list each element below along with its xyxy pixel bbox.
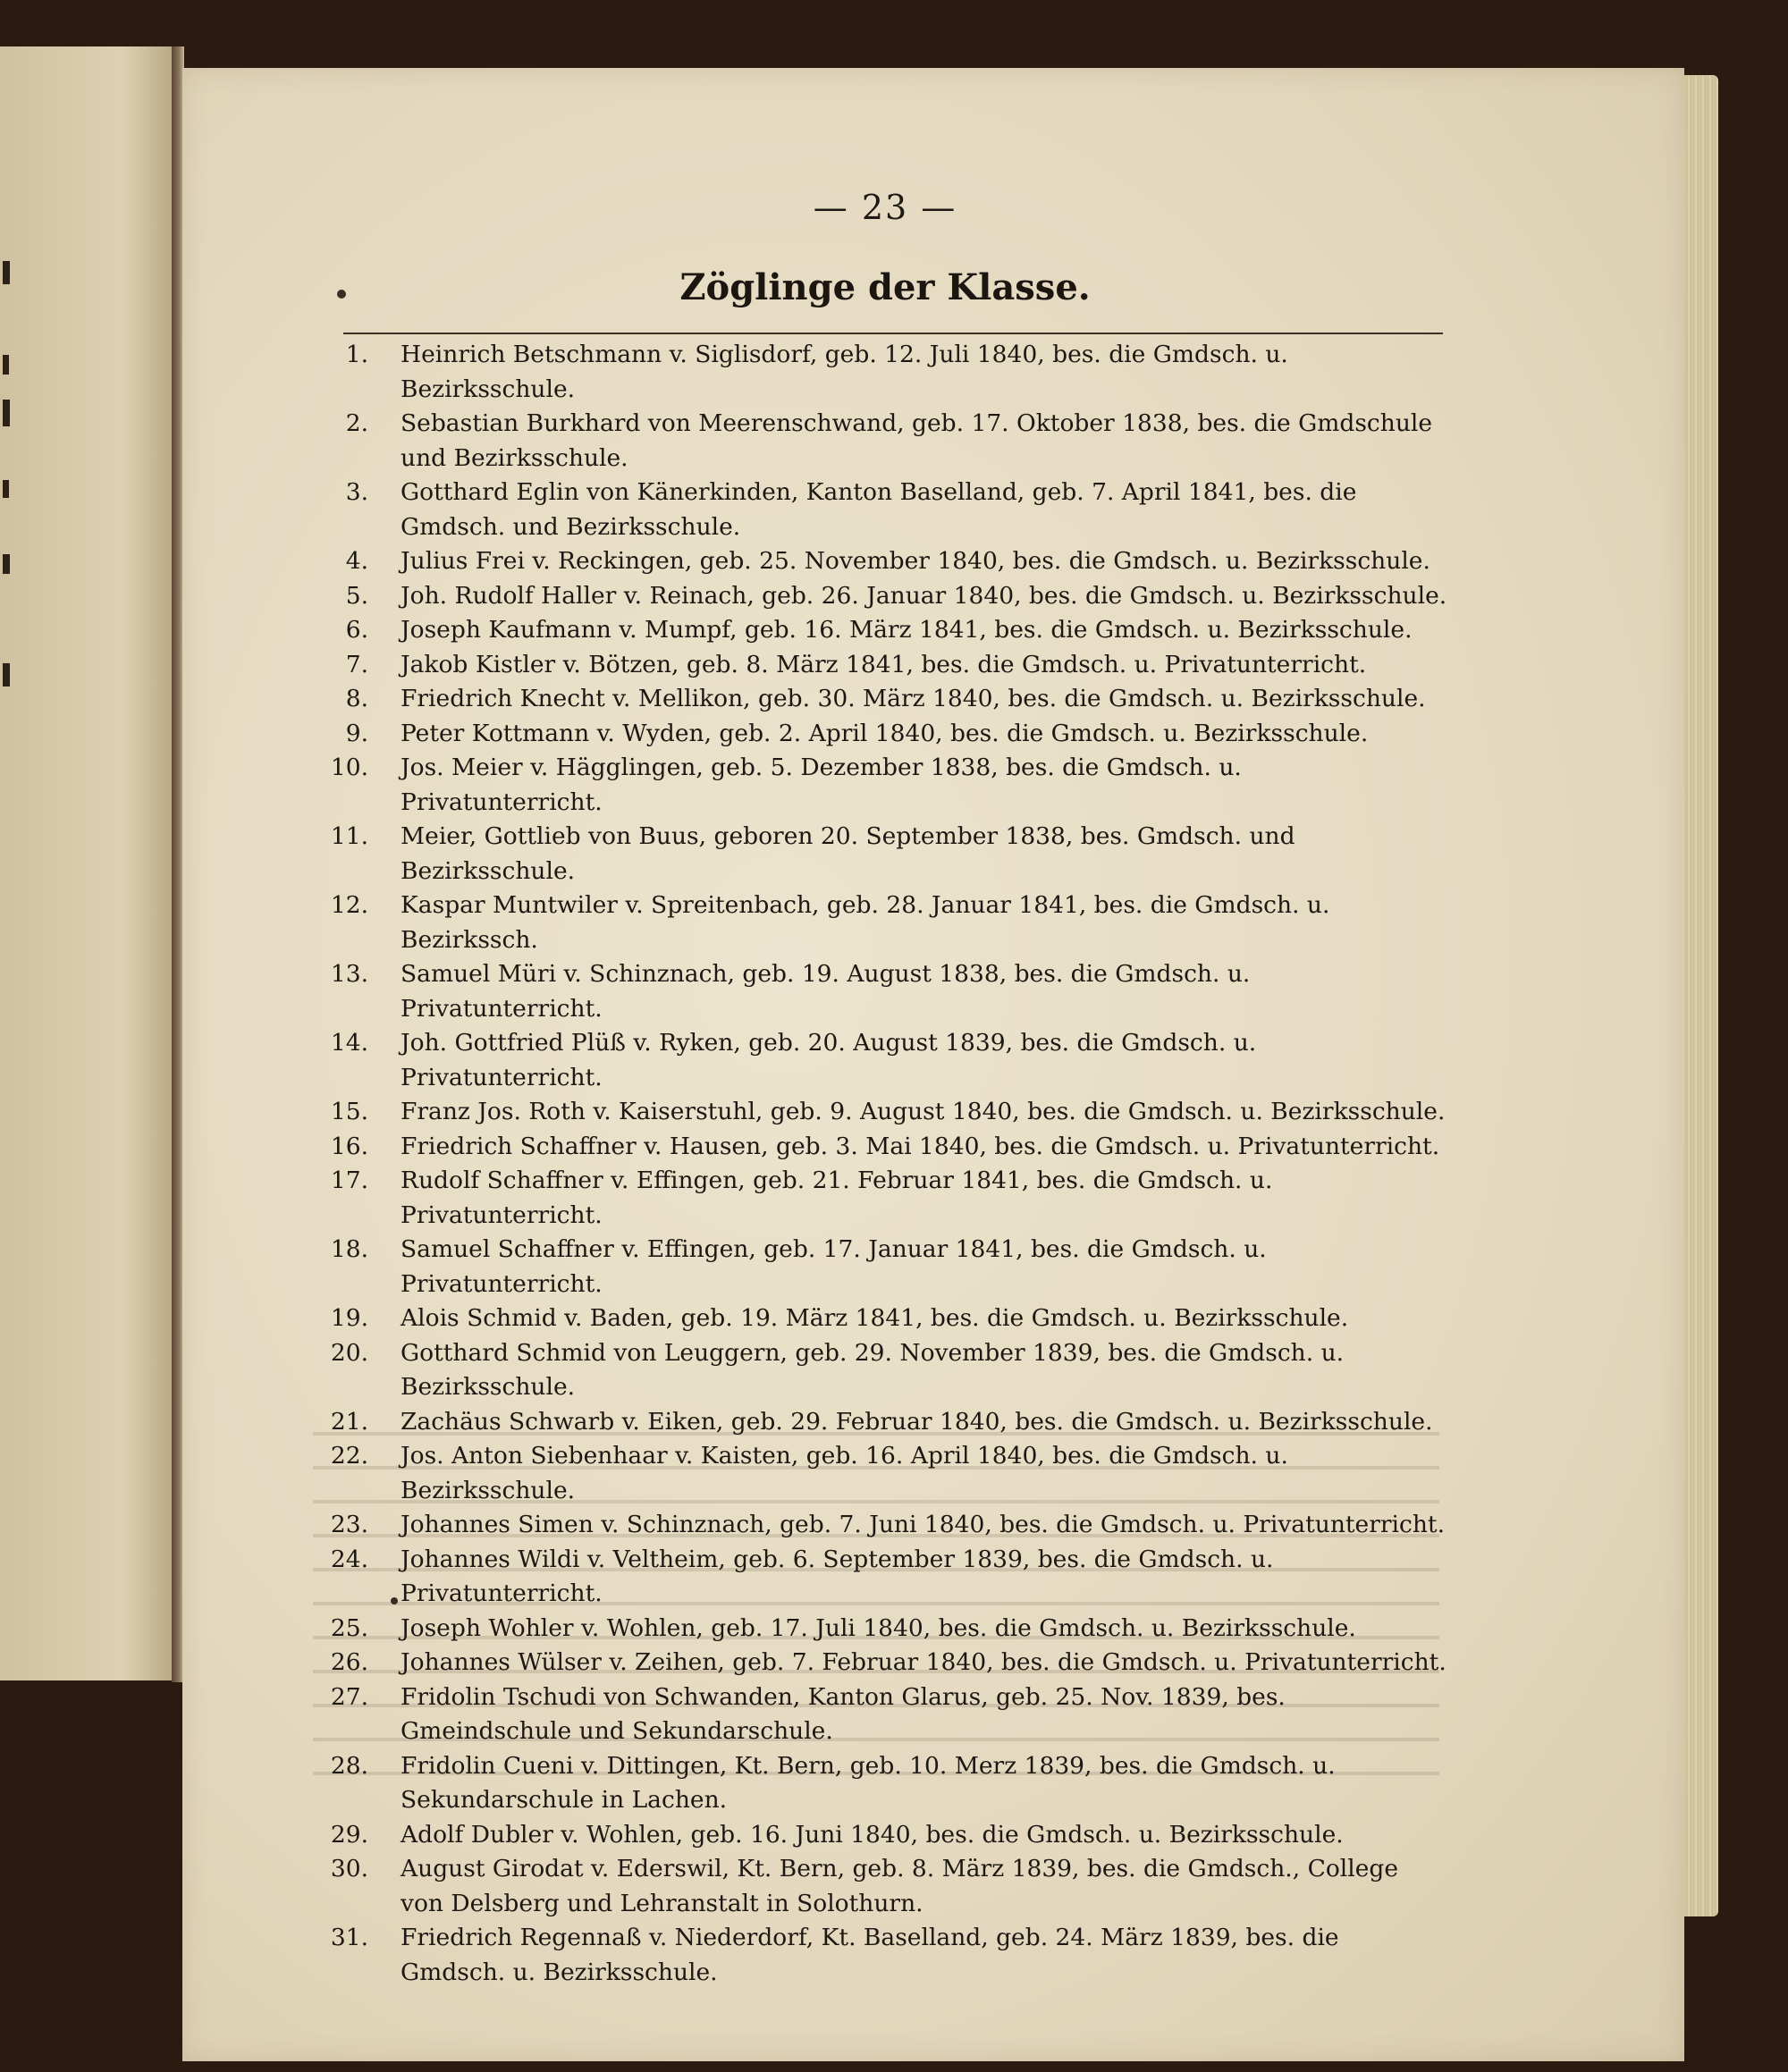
page-number: — 23 —	[813, 188, 957, 227]
entry-text: Friedrich Schaffner v. Hausen, geb. 3. Mai 1840, bes. die Gmdsch. u. Privatunterricht.	[401, 1132, 1440, 1160]
entry-number: 11.	[330, 822, 368, 850]
list-item	[295, 1508, 1448, 1543]
entry-text: Friedrich Knecht v. Mellikon, geb. 30. März 1840, bes. die Gmdsch. u. Bezirksschule.	[401, 685, 1426, 712]
entry-text: Fridolin Cueni v. Dittingen, Kt. Bern, geb. 10. Merz 1839, bes. die Gmdsch. u. Sekundarschule in Lachen.	[401, 1751, 1336, 1814]
entry-text: Joseph Kaufmann v. Mumpf, geb. 16. März 1841, bes. die Gmdsch. u. Bezirksschule.	[401, 616, 1413, 644]
entry-number: 5.	[345, 581, 368, 610]
entry-text: Samuel Schaffner v. Effingen, geb. 17. Januar 1841, bes. die Gmdsch. u. Privatunterricht.	[401, 1235, 1267, 1298]
entry-number: 13.	[330, 960, 368, 988]
entry-number: 7.	[345, 650, 368, 678]
list-item	[295, 957, 1448, 1026]
entry-text: Johannes Wülser v. Zeihen, geb. 7. Februar 1840, bes. die Gmdsch. u. Privatunterricht.	[401, 1648, 1446, 1676]
entry-number: 17.	[330, 1167, 368, 1194]
entry-number: 10.	[330, 754, 368, 781]
title-rule	[343, 333, 1443, 334]
entry-text: Rudolf Schaffner v. Effingen, geb. 21. Februar 1841, bes. die Gmdsch. u. Privatunterricht.	[401, 1167, 1273, 1229]
entry-text: Jos. Meier v. Hägglingen, geb. 5. Dezember 1838, bes. die Gmdsch. u. Privatunterricht.	[401, 754, 1242, 816]
entry-number: 30.	[330, 1855, 368, 1882]
facing-page-marks	[0, 46, 175, 1680]
entry-text: Samuel Müri v. Schinznach, geb. 19. August 1838, bes. die Gmdsch. u. Privatunterricht.	[401, 960, 1251, 1023]
student-list	[295, 338, 1448, 1990]
list-item	[295, 1301, 1448, 1336]
list-item	[295, 1026, 1448, 1095]
entry-number: 31.	[330, 1924, 368, 1951]
entry-number: 24.	[330, 1545, 368, 1573]
list-item	[295, 820, 1448, 889]
entry-number: 27.	[330, 1682, 368, 1711]
list-item	[295, 1921, 1448, 1990]
list-item	[295, 1405, 1448, 1440]
list-item	[295, 1646, 1448, 1680]
list-item	[295, 1749, 1448, 1818]
list-item	[295, 338, 1448, 407]
list-item	[295, 407, 1448, 476]
list-item	[295, 889, 1448, 957]
entry-text: Alois Schmid v. Baden, geb. 19. März 1841, bes. die Gmdsch. u. Bezirksschule.	[401, 1304, 1349, 1332]
entry-number: 1.	[345, 341, 368, 368]
entry-text: Meier, Gottlieb von Buus, geboren 20. September 1838, bes. Gmdsch. und Bezirksschule.	[401, 822, 1295, 885]
entry-number: 15.	[330, 1098, 368, 1125]
entry-text: Franz Jos. Roth v. Kaiserstuhl, geb. 9. August 1840, bes. die Gmdsch. u. Bezirksschule.	[401, 1098, 1446, 1125]
entry-number: 26.	[330, 1648, 368, 1676]
entry-number: 23.	[330, 1511, 368, 1538]
entry-number: 25.	[330, 1613, 368, 1642]
entry-text: Heinrich Betschmann v. Siglisdorf, geb. 12. Juli 1840, bes. die Gmdsch. u. Bezirksschule.	[401, 341, 1288, 403]
entry-number: 19.	[330, 1304, 368, 1332]
list-item	[295, 476, 1448, 544]
entry-text: Adolf Dubler v. Wohlen, geb. 16. Juni 1840, bes. die Gmdsch. u. Bezirksschule.	[401, 1820, 1344, 1849]
entry-text: Gotthard Eglin von Känerkinden, Kanton Baselland, geb. 7. April 1841, bes. die Gmdsch. und Bezirksschule.	[401, 478, 1357, 541]
entry-number: 2.	[345, 409, 368, 437]
entry-number: 6.	[345, 616, 368, 644]
entry-number: 12.	[330, 891, 368, 919]
entry-number: 16.	[330, 1132, 368, 1160]
list-item	[295, 648, 1448, 683]
facing-page	[0, 46, 175, 1680]
list-item	[295, 1543, 1448, 1612]
page-title: Zöglinge der Klasse.	[679, 266, 1091, 308]
entry-number: 21.	[330, 1407, 368, 1436]
list-item	[295, 544, 1448, 579]
entry-text: Peter Kottmann v. Wyden, geb. 2. April 1840, bes. die Gmdsch. u. Bezirksschule.	[401, 719, 1369, 747]
entry-number: 4.	[345, 547, 368, 575]
entry-number: 29.	[330, 1820, 368, 1849]
entry-text: Sebastian Burkhard von Meerenschwand, geb. 17. Oktober 1838, bes. die Gmdschule und Bezirksschule.	[401, 409, 1433, 472]
entry-number: 8.	[345, 685, 368, 712]
entry-text: Fridolin Tschudi von Schwanden, Kanton Glarus, geb. 25. Nov. 1839, bes. Gmeindschule und Sekundarschule.	[401, 1682, 1286, 1745]
entry-number: 3.	[345, 478, 368, 506]
ink-spot	[337, 290, 346, 299]
entry-text: Kaspar Muntwiler v. Spreitenbach, geb. 28. Januar 1841, bes. die Gmdsch. u. Bezirkssch.	[401, 891, 1330, 954]
list-item	[295, 1130, 1448, 1165]
list-item	[295, 717, 1448, 752]
entry-number: 20.	[330, 1338, 368, 1367]
list-item	[295, 1612, 1448, 1647]
entry-text: Joh. Gottfried Plüß v. Ryken, geb. 20. August 1839, bes. die Gmdsch. u. Privatunterricht.	[401, 1029, 1257, 1091]
entry-text: Friedrich Regennaß v. Niederdorf, Kt. Baselland, geb. 24. März 1839, bes. die Gmdsch. u. Bezirksschule.	[401, 1924, 1339, 1986]
entry-number: 18.	[330, 1235, 368, 1263]
list-item	[295, 1233, 1448, 1301]
list-item	[295, 1818, 1448, 1853]
entry-text: Johannes Simen v. Schinznach, geb. 7. Juni 1840, bes. die Gmdsch. u. Privatunterricht.	[401, 1511, 1446, 1538]
list-item	[295, 1164, 1448, 1233]
list-item	[295, 1439, 1448, 1508]
entry-number: 22.	[330, 1442, 368, 1470]
entry-text: Jos. Anton Siebenhaar v. Kaisten, geb. 16. April 1840, bes. die Gmdsch. u. Bezirksschule.	[401, 1442, 1288, 1504]
entry-text: Joseph Wohler v. Wohlen, geb. 17. Juli 1840, bes. die Gmdsch. u. Bezirksschule.	[401, 1613, 1356, 1642]
entry-number: 14.	[330, 1029, 368, 1057]
entry-text: Joh. Rudolf Haller v. Reinach, geb. 26. Januar 1840, bes. die Gmdsch. u. Bezirksschule.	[401, 581, 1447, 610]
entry-text: Zachäus Schwarb v. Eiken, geb. 29. Februar 1840, bes. die Gmdsch. u. Bezirksschule.	[401, 1407, 1433, 1436]
entry-text: Jakob Kistler v. Bötzen, geb. 8. März 1841, bes. die Gmdsch. u. Privatunterricht.	[401, 650, 1367, 678]
list-item	[295, 579, 1448, 614]
list-item	[295, 1095, 1448, 1130]
list-item	[295, 682, 1448, 717]
entry-number: 28.	[330, 1751, 368, 1780]
entry-text: Gotthard Schmid von Leuggern, geb. 29. November 1839, bes. die Gmdsch. u. Bezirksschule.	[401, 1338, 1345, 1401]
list-item	[295, 613, 1448, 648]
entry-text: Johannes Wildi v. Veltheim, geb. 6. September 1839, bes. die Gmdsch. u. Privatunterricht.	[401, 1545, 1274, 1607]
entry-number: 9.	[345, 719, 368, 747]
list-item	[295, 751, 1448, 820]
list-item	[295, 1680, 1448, 1749]
entry-text: Julius Frei v. Reckingen, geb. 25. November 1840, bes. die Gmdsch. u. Bezirksschule.	[401, 547, 1430, 575]
list-item	[295, 1336, 1448, 1405]
list-item	[295, 1852, 1448, 1921]
entry-text: August Girodat v. Ederswil, Kt. Bern, geb. 8. März 1839, bes. die Gmdsch., College von Delsberg und Lehranstalt in Solothurn.	[401, 1855, 1399, 1917]
